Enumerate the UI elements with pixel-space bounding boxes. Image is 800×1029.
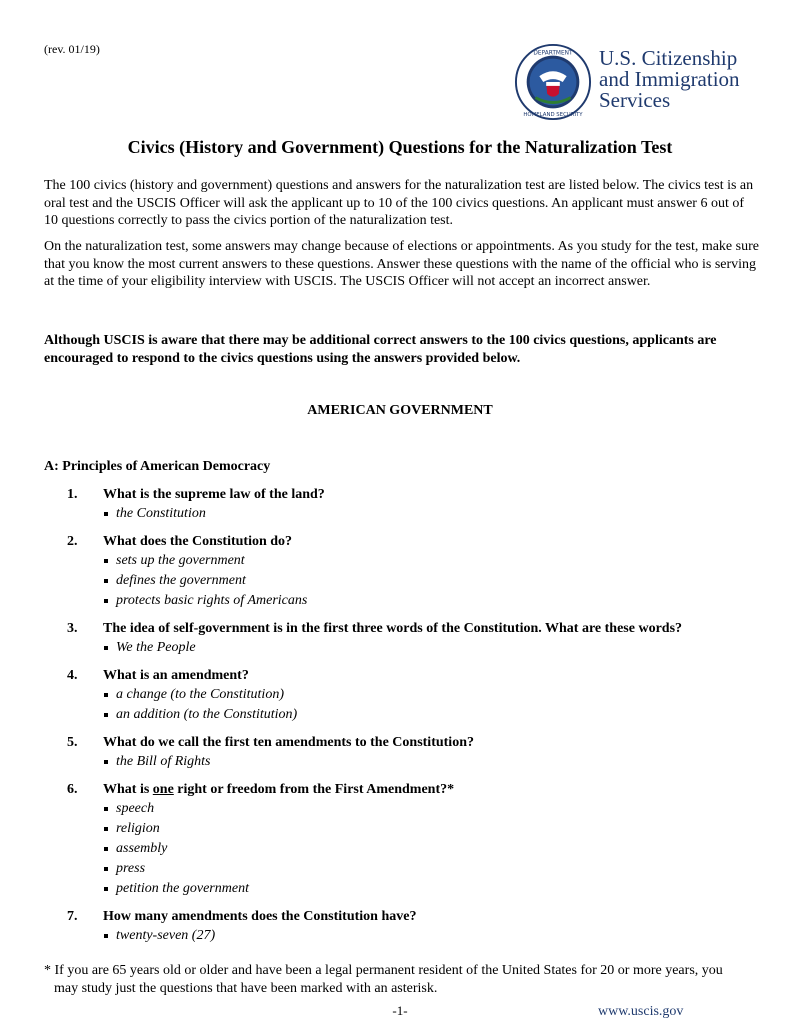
question-text-after: right or freedom from the First Amendment?* xyxy=(173,782,455,797)
answer-item: twenty-seven (27) xyxy=(103,926,764,946)
section-heading: AMERICAN GOVERNMENT xyxy=(307,403,493,418)
question-item xyxy=(44,781,764,899)
question-number: 3. xyxy=(67,621,78,636)
question-item xyxy=(44,667,764,725)
question-text: What is the supreme law of the land? xyxy=(103,487,325,502)
agency-line-2: and Immigration xyxy=(599,67,740,91)
revision-label: (rev. 01/19) xyxy=(44,42,100,56)
question-item xyxy=(44,620,764,658)
answer-item: sets up the government xyxy=(103,551,764,571)
question-number: 4. xyxy=(67,668,78,683)
page-title: Civics (History and Government) Questions for the Naturalization Test xyxy=(127,137,673,157)
question-text-before: What is xyxy=(103,782,153,797)
answer-item: petition the government xyxy=(103,879,764,899)
answer-item: religion xyxy=(103,819,764,839)
question-text: What do we call the first ten amendments to the Constitution? xyxy=(103,735,474,750)
question-item xyxy=(44,486,764,524)
dhs-seal-icon xyxy=(514,43,592,121)
svg-text:DEPARTMENT: DEPARTMENT xyxy=(533,50,573,57)
agency-name xyxy=(599,48,740,111)
question-item xyxy=(44,908,764,946)
question-text-underlined: one xyxy=(152,782,174,797)
question-number: 1. xyxy=(67,487,78,502)
website-link[interactable]: www.uscis.gov xyxy=(598,1004,684,1019)
answer-item: defines the government xyxy=(103,571,764,591)
asterisk-footnote xyxy=(44,962,764,998)
question-number: 2. xyxy=(67,534,78,549)
subsection-heading: A: Principles of American Democracy xyxy=(44,459,271,474)
question-number: 7. xyxy=(67,909,78,924)
agency-line-3: Services xyxy=(599,88,671,112)
question-number: 5. xyxy=(67,735,78,750)
footnote-line-2: may study just the questions that have been marked with an asterisk. xyxy=(54,981,438,996)
question-number: 6. xyxy=(67,782,78,797)
question-text xyxy=(103,781,764,799)
question-text: What is an amendment? xyxy=(103,668,249,683)
page-number: -1- xyxy=(392,1003,408,1018)
question-list xyxy=(44,486,764,955)
question-text: How many amendments does the Constitution have? xyxy=(103,909,417,924)
agency-line-1: U.S. Citizenship xyxy=(599,46,738,70)
answer-item: an addition (to the Constitution) xyxy=(103,705,764,725)
answer-item: assembly xyxy=(103,839,764,859)
intro-paragraph-1: The 100 civics (history and government) questions and answers for the naturalization test are listed below. The civics test is an oral test and the USCIS Officer will ask the applicant up to 10 of the 100 civics questions. An applicant must answer 6 out of 10 questions correctly to pass the civics portion of the naturalization test. xyxy=(44,178,754,228)
answer-item: press xyxy=(103,859,764,879)
answer-item: protects basic rights of Americans xyxy=(103,591,764,611)
question-item xyxy=(44,734,764,772)
question-text: What does the Constitution do? xyxy=(103,534,293,549)
answer-item: We the People xyxy=(103,638,764,658)
answer-item: the Constitution xyxy=(103,504,764,524)
intro-paragraph-3: Although USCIS is aware that there may be additional correct answers to the 100 civics questions, applicants are encouraged to respond to the civics questions using the answers provided below. xyxy=(44,333,717,366)
answer-item: speech xyxy=(103,799,764,819)
answer-item: the Bill of Rights xyxy=(103,752,764,772)
question-text: The idea of self-government is in the first three words of the Constitution. What are these words? xyxy=(103,621,683,636)
footnote-line-1: * If you are 65 years old or older and have been a legal permanent resident of the United States for 20 or more years, you xyxy=(44,963,723,978)
intro-paragraph-2: On the naturalization test, some answers may change because of elections or appointments. As you study for the test, make sure that you know the most current answers to these questions. Answer these questions with the name of the official who is serving at the time of your eligibility interview with USCIS. The USCIS Officer will not accept an incorrect answer. xyxy=(44,239,759,289)
question-item xyxy=(44,533,764,611)
svg-text:HOMELAND SECURITY: HOMELAND SECURITY xyxy=(523,112,583,119)
answer-item: a change (to the Constitution) xyxy=(103,685,764,705)
